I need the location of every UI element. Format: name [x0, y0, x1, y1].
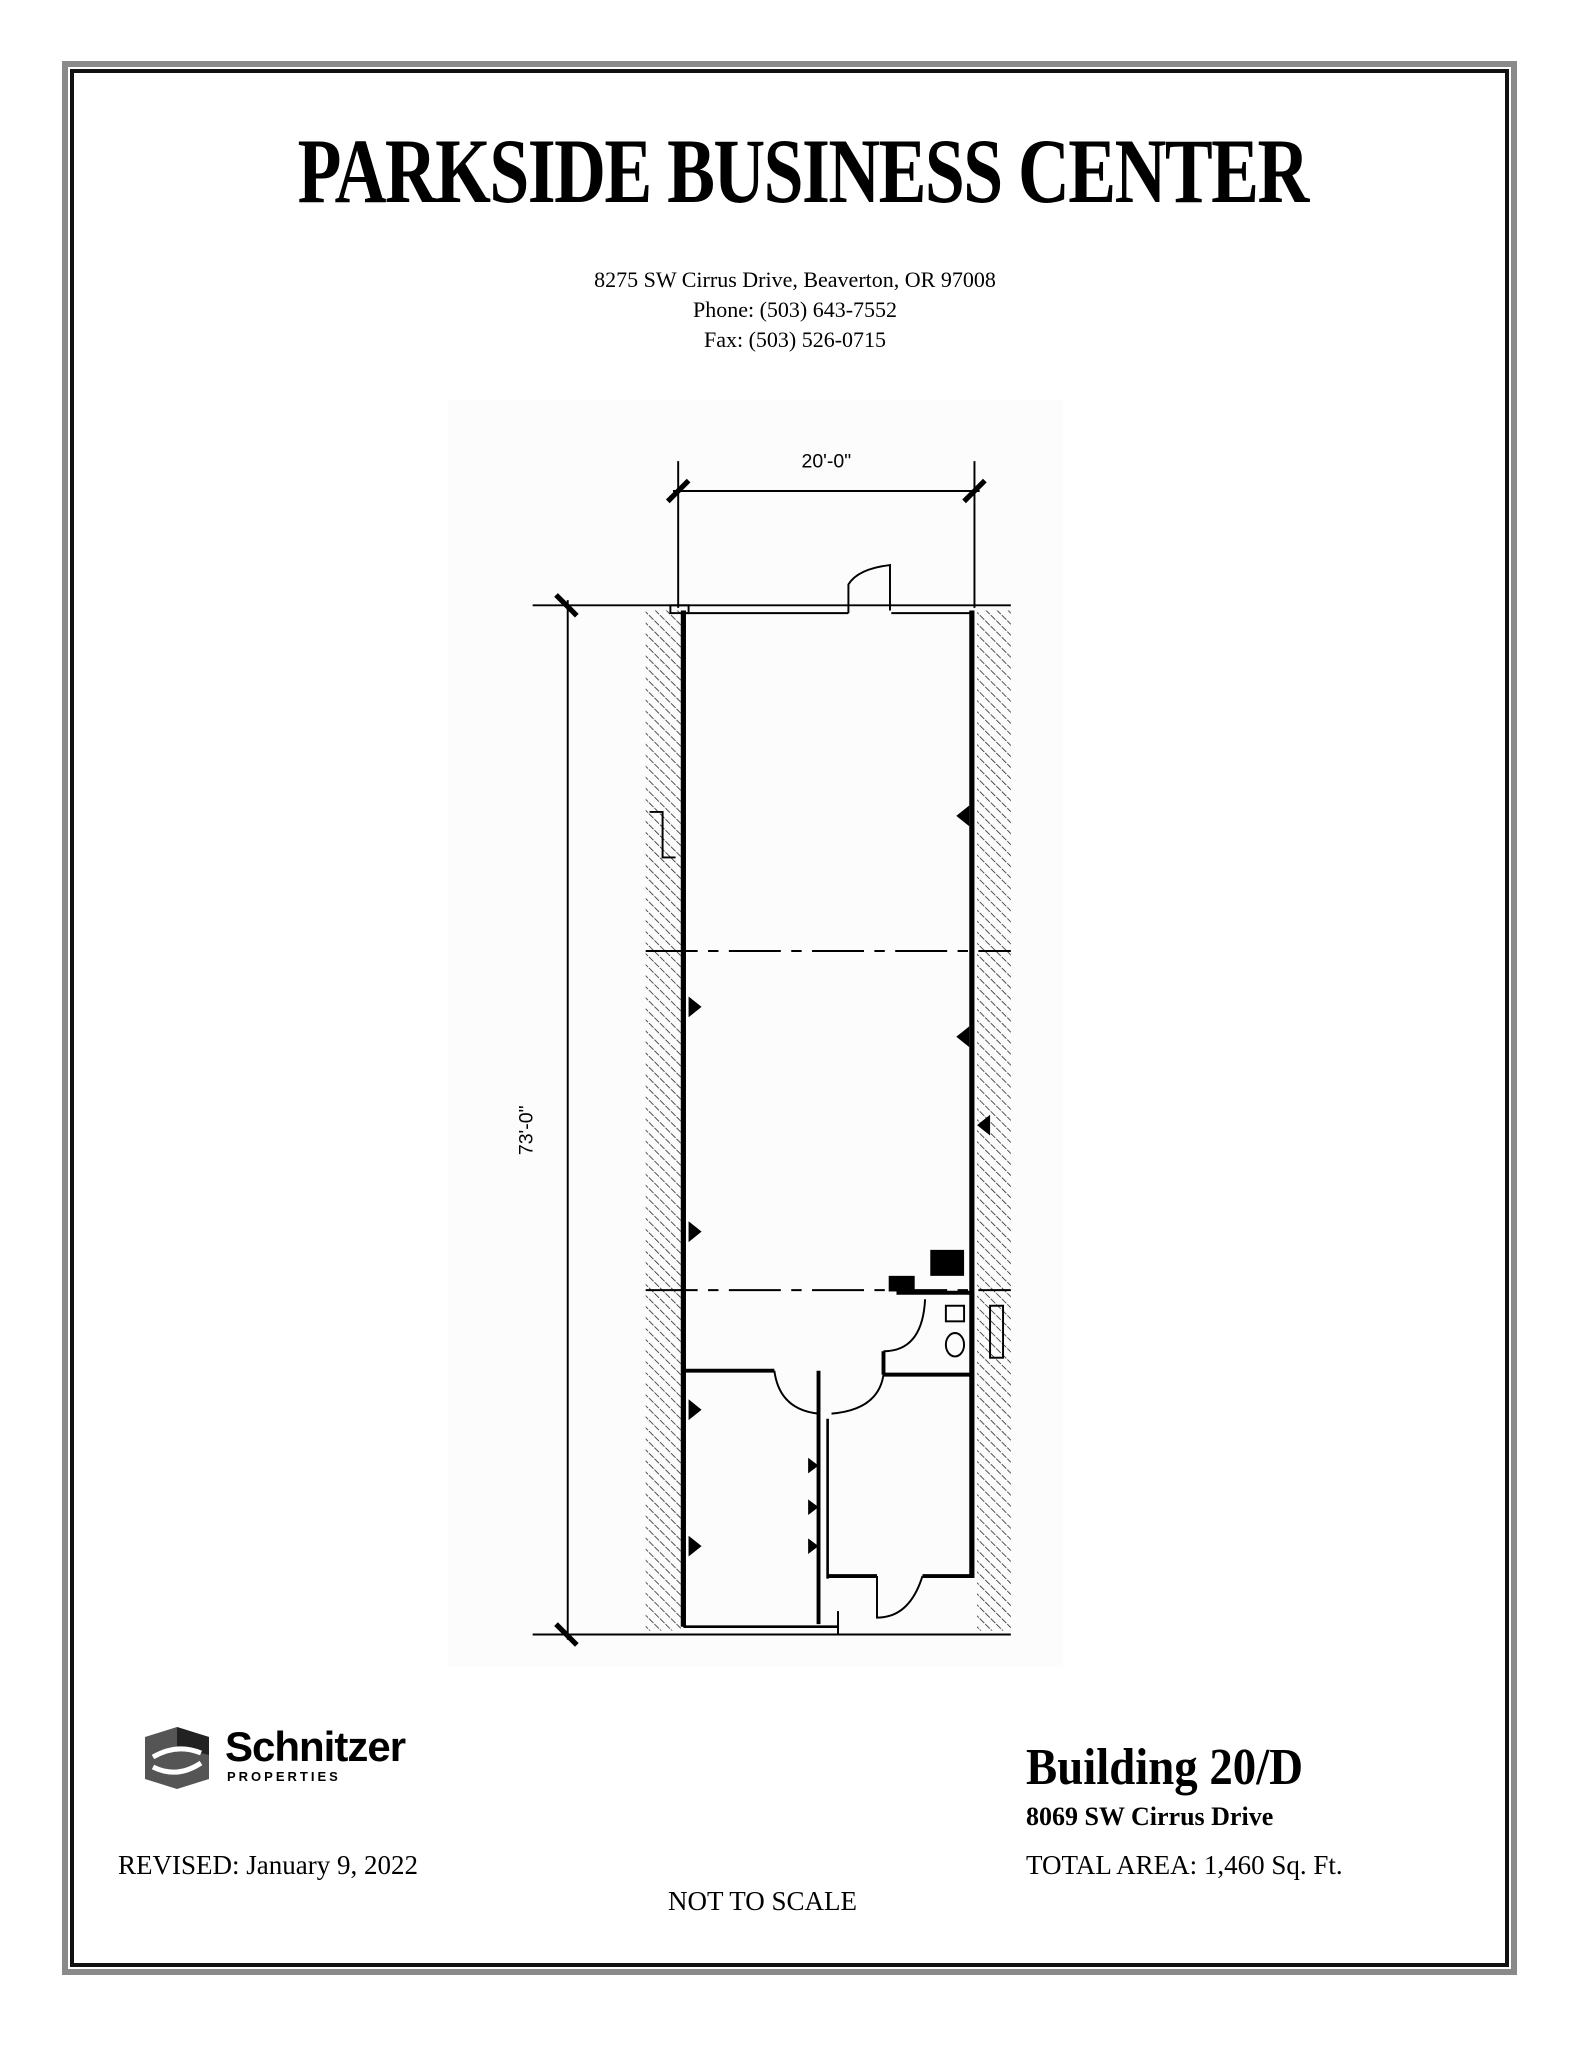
width-label: 20'-0" — [801, 450, 852, 473]
center-address: 8275 SW Cirrus Drive, Beaverton, OR 97008 — [594, 267, 996, 292]
floor-plan — [448, 400, 1063, 1667]
building-name: Building 20/D — [1026, 1739, 1304, 1796]
left-wall-hatch — [646, 611, 681, 1631]
right-wall-hatch — [977, 611, 1011, 1631]
logo-name: Schnitzer — [225, 1723, 406, 1770]
logo-mark-icon — [145, 1727, 209, 1789]
width-dimension — [668, 461, 985, 608]
logo-sub: PROPERTIES — [227, 1769, 341, 1784]
outlet-markers — [689, 805, 990, 1556]
revised-date: REVISED: January 9, 2022 — [118, 1850, 418, 1880]
center-phone: Phone: (503) 643-7552 — [692, 297, 898, 322]
page-title: PARKSIDE BUSINESS CENTER — [297, 120, 1308, 222]
length-label: 73'-0" — [515, 1105, 538, 1156]
building-address: 8069 SW Cirrus Drive — [1026, 1802, 1274, 1831]
scale-note: NOT TO SCALE — [668, 1886, 858, 1916]
length-dimension — [533, 595, 1011, 1645]
schnitzer-logo — [145, 1723, 425, 1789]
center-fax: Fax: (503) 526-0715 — [703, 327, 887, 352]
total-area: TOTAL AREA: 1,460 Sq. Ft. — [1026, 1850, 1343, 1880]
